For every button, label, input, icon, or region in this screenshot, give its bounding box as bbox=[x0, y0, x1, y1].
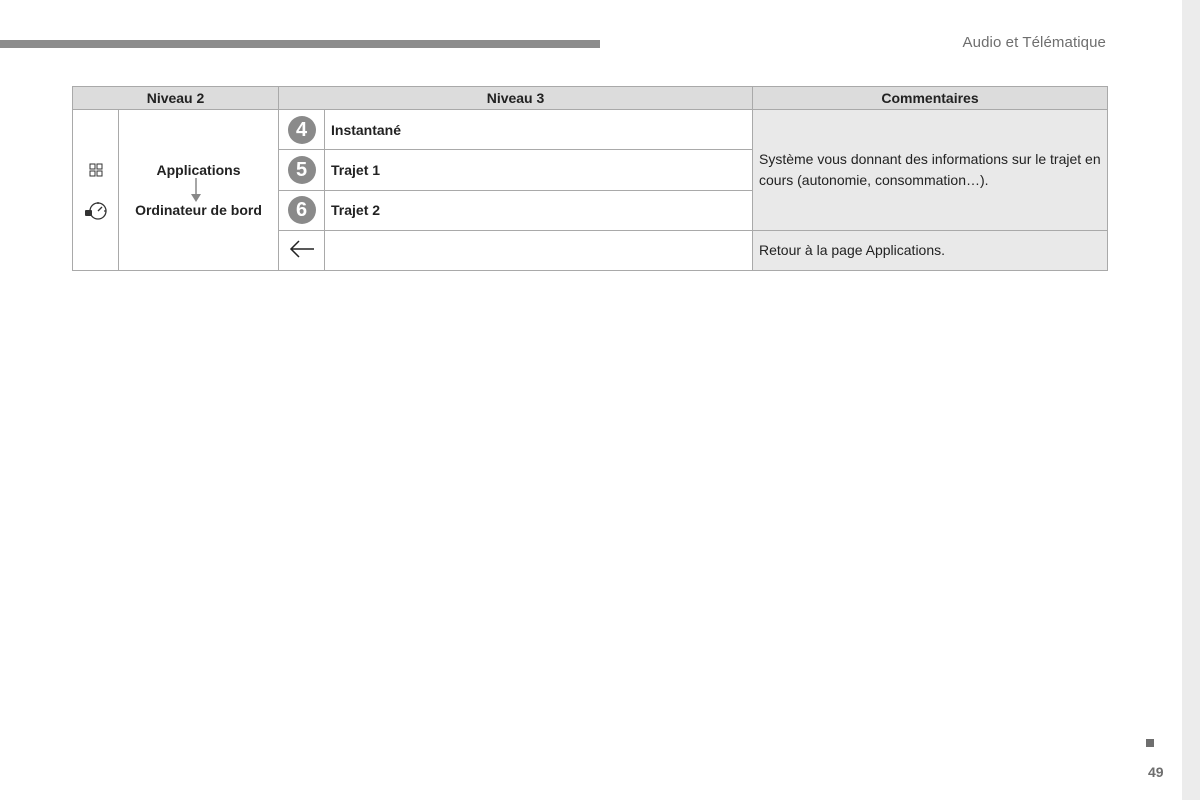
header-commentaires: Commentaires bbox=[753, 87, 1108, 110]
back-arrow-icon[interactable] bbox=[288, 239, 316, 259]
level2-names-cell bbox=[119, 110, 279, 271]
badge-cell bbox=[279, 110, 325, 150]
level3-label-trajet-2[interactable]: Trajet 2 bbox=[325, 190, 753, 230]
badge-cell bbox=[279, 150, 325, 190]
number-badge-4: 4 bbox=[288, 116, 316, 144]
header-niveau-3: Niveau 3 bbox=[279, 87, 753, 110]
arrow-down-icon bbox=[190, 178, 202, 204]
badge-cell bbox=[279, 190, 325, 230]
level2-icons-cell bbox=[73, 110, 119, 271]
level3-label-trajet-1[interactable]: Trajet 1 bbox=[325, 150, 753, 190]
footer-square-marker bbox=[1146, 739, 1154, 747]
page-number: 49 bbox=[1148, 764, 1164, 780]
level2-ordinateur: Ordinateur de bord bbox=[135, 202, 262, 218]
table-header-row bbox=[73, 87, 1108, 110]
comment-trip-info: Système vous donnant des informations sur le trajet en cours (autonomie, consommation…). bbox=[753, 110, 1108, 231]
back-arrow-cell[interactable] bbox=[279, 230, 325, 270]
grid-icon bbox=[73, 150, 118, 190]
menu-table bbox=[72, 86, 1107, 271]
header-niveau-2: Niveau 2 bbox=[73, 87, 279, 110]
trip-computer-icon bbox=[73, 190, 118, 230]
top-rule bbox=[0, 40, 600, 48]
level3-label-instantane[interactable]: Instantané bbox=[325, 110, 753, 150]
number-badge-6: 6 bbox=[288, 196, 316, 224]
section-title: Audio et Télématique bbox=[962, 34, 1106, 51]
comment-back: Retour à la page Applications. bbox=[753, 230, 1108, 270]
number-badge-5: 5 bbox=[288, 156, 316, 184]
level3-empty-cell bbox=[325, 230, 753, 270]
side-strip bbox=[1182, 0, 1200, 800]
table-row bbox=[73, 110, 1108, 150]
level2-applications: Applications bbox=[156, 162, 241, 178]
